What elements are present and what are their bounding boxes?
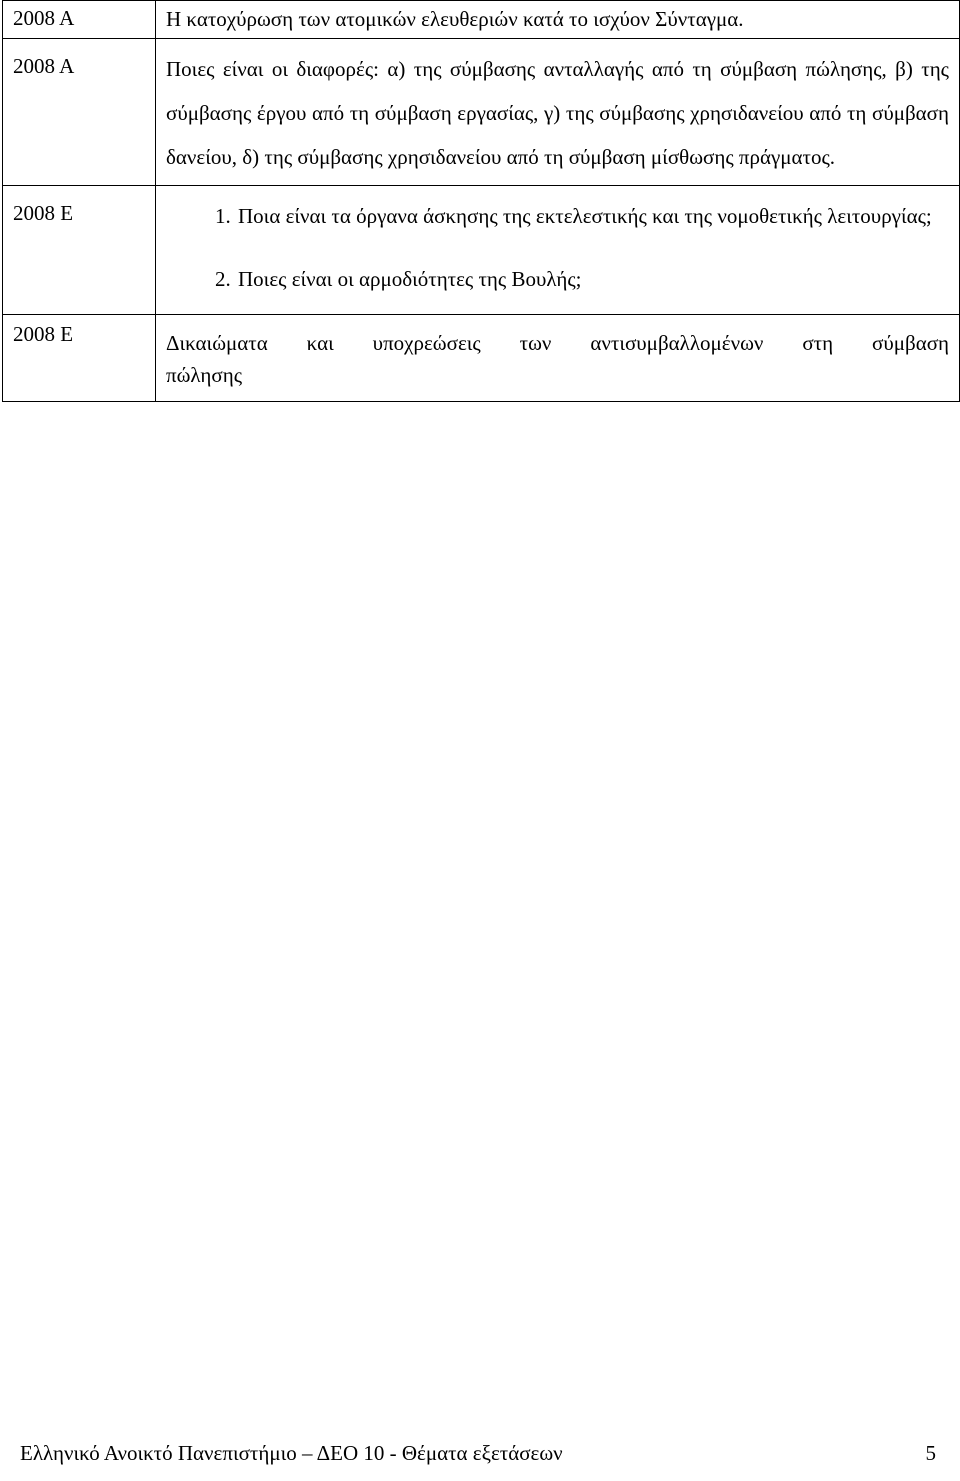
- footer-title: [20, 1441, 563, 1466]
- year-cell: [3, 39, 156, 186]
- question-text: [156, 315, 959, 401]
- page-footer: [20, 1441, 936, 1481]
- footer-institution: Ελληνικό Ανοικτό Πανεπιστήμιο: [20, 1441, 303, 1465]
- table-row: [3, 186, 960, 315]
- question-text-line: Δικαιώματα και υποχρεώσεις των αντισυμβαλλομένων στη σύμβαση: [166, 331, 949, 355]
- question-cell: [156, 186, 960, 315]
- table-row: [3, 39, 960, 186]
- question-cell: [156, 315, 960, 402]
- year-label: 2008 Ε: [13, 201, 74, 225]
- year-cell: [3, 1, 156, 39]
- question-cell: [156, 1, 960, 39]
- table-row: [3, 1, 960, 39]
- question-list: [156, 194, 949, 302]
- page-number: 5: [925, 1441, 936, 1465]
- year-label: 2008 Ε: [13, 322, 74, 346]
- question-list-wrapper: [156, 186, 959, 314]
- year-cell: [3, 186, 156, 315]
- list-item: 1. Ποια είναι τα όργανα άσκησης της εκτελεστικής και της νομοθετικής λειτουργίας;: [236, 194, 939, 239]
- question-text: Η κατοχύρωση των ατομικών ελευθεριών κατά το ισχύον Σύνταγμα.: [166, 7, 744, 31]
- question-text-line: πώλησης: [166, 363, 243, 387]
- footer-dash: –: [302, 1441, 313, 1465]
- table-row: [3, 315, 960, 402]
- exam-questions-table: [2, 0, 960, 402]
- footer-course: ΔΕΟ 10 - Θέματα εξετάσεων: [312, 1441, 563, 1465]
- year-label: 2008 Α: [13, 54, 75, 78]
- year-label: 2008 Α: [13, 6, 75, 30]
- question-text: Ποιες είναι οι διαφορές: α) της σύμβασης ανταλλαγής από τη σύμβαση πώλησης, β) της σύμβασης έργου από τη σύμβαση εργασίας, γ) της σύμβασης χρησιδανείου από τη σύμβαση δανείου, δ) της σύμβασης χρησιδανείου από τη σύμβαση μίσθωσης πράγματος.: [166, 57, 949, 169]
- year-cell: [3, 315, 156, 402]
- question-cell: [156, 39, 960, 186]
- list-item: 2. Ποιες είναι οι αρμοδιότητες της Βουλής;: [236, 257, 939, 302]
